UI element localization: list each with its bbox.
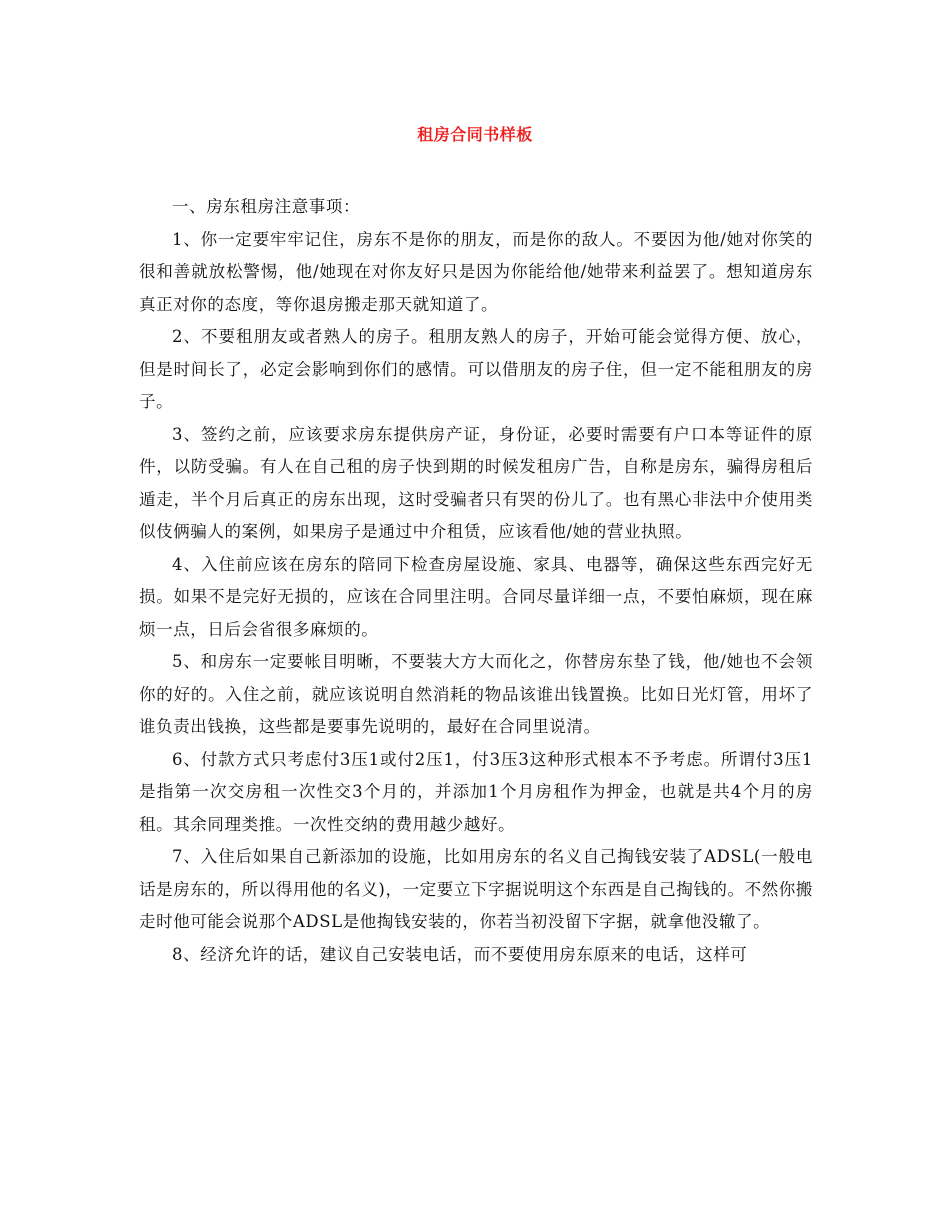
paragraph-6: 6、付款方式只考虑付3压1或付2压1，付3压3这种形式根本不予考虑。所谓付3压1是指第一次交房租一次性交3个月的，并添加1个月房租作为押金，也就是共4个月的房租。其余同理类推。一次性交纳的费用越少越好。 [139, 749, 813, 834]
document-body [139, 191, 813, 971]
document-title: 租房合同书样板 [417, 125, 533, 144]
paragraph-8: 8、经济允许的话，建议自己安装电话，而不要使用房东原来的电话，这样可 [172, 944, 748, 964]
section-heading: 一、房东租房注意事项： [172, 197, 361, 216]
paragraph-4: 4、入住前应该在房东的陪同下检查房屋设施、家具、电器等，确保这些东西完好无损。如果不是完好无损的，应该在合同里注明。合同尽量详细一点，不要怕麻烦，现在麻烦一点，日后会省很多麻烦的。 [139, 554, 813, 639]
paragraph-7: 7、入住后如果自己新添加的设施，比如用房东的名义自己掏钱安装了ADSL(一般电话是房东的，所以得用他的名义)，一定要立下字据说明这个东西是自己掏钱的。不然你搬走时他可能会说那个ADSL是他掏钱安装的，你若当初没留下字据，就拿他没辙了。 [139, 847, 813, 931]
paragraph-2: 2、不要租朋友或者熟人的房子。租朋友熟人的房子，开始可能会觉得方便、放心，但是时间长了，必定会影响到你们的感情。可以借朋友的房子住，但一定不能租朋友的房子。 [139, 327, 813, 411]
paragraph-5: 5、和房东一定要帐目明晰，不要装大方大而化之，你替房东垫了钱，他/她也不会领你的好的。入住之前，就应该说明自然消耗的物品该谁出钱置换。比如日光灯管，用坏了谁负责出钱换，这些都是要事先说明的，最好在合同里说清。 [139, 652, 813, 736]
paragraph-3: 3、签约之前，应该要求房东提供房产证，身份证，必要时需要有户口本等证件的原件，以防受骗。有人在自己租的房子快到期的时候发租房广告，自称是房东，骗得房租后遁走，半个月后真正的房东出现，这时受骗者只有哭的份儿了。也有黑心非法中介使用类似伎俩骗人的案例，如果房子是通过中介租赁，应该看他/她的营业执照。 [139, 424, 813, 541]
paragraph-1: 1、你一定要牢牢记住，房东不是你的朋友，而是你的敌人。不要因为他/她对你笑的很和善就放松警惕，他/她现在对你友好只是因为你能给他/她带来利益罢了。想知道房东真正对你的态度，等你退房搬走那天就知道了。 [139, 229, 813, 314]
